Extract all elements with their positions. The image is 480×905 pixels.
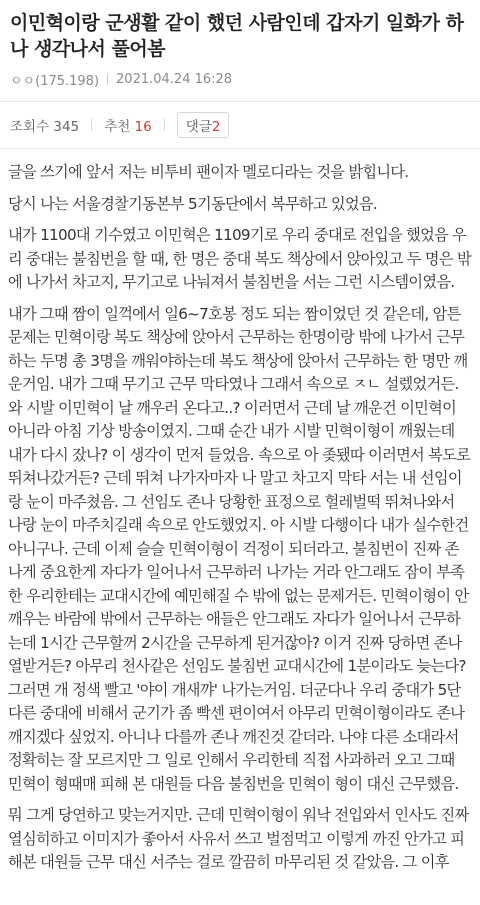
meta-divider xyxy=(107,74,108,85)
stats-divider xyxy=(164,119,165,131)
post-meta xyxy=(10,70,470,89)
post-title: 이민혁이랑 군생활 같이 했던 사람인데 갑자기 일화가 하나 생각나서 풀어봄 xyxy=(10,12,464,60)
body-paragraph: 내가 그때 짬이 일꺽에서 일6~7호봉 정도 되는 짬이었던 것 같은데, 암튼 문제는 민혁이랑 복도 책상에 앉아서 근무하는 한명이랑 밖에 나가서 근무하는 두명 총 3명을 깨워야하는데 복도 책상에 앉아서 근무하는 한 명만 깨운거임. 내가 그때 무기고 근무 막타였나 그래서 속으로 ㅈㄴ 설렜었거든. 와 시발 이민혁이 날 깨우러 온다고..? 이러면서 근데 날 깨운건 이민혁이 아니라 아침 기상 방송이였지. 그때 순간 내가 시발 민혁이형이 깨웠는데 내가 다시 잤나? 이 생각이 먼저 들었음. 속으로 아 좆됐따 이러면서 복도로 뛰쳐나갔거든? 근데 뛰쳐 나가자마자 나 말고 차고지 막타 서는 내 선임이랑 눈이 마주쳤음. 그 선임도 존나 당황한 표정으로 헐레벌떡 뛰쳐나와서 나랑 눈이 마주치길래 속으로 안도했었지. 아 시발 다행이다 내가 실수한건 아니구나. 근데 이제 슬슬 민혁이형이 걱정이 되더라고. 불침번이 진짜 존나게 중요한게 자다가 일어나서 근무하러 나가는 거라 안그래도 잠이 부족한 우리한테는 교대시간에 예민해질 수 밖에 없는 문제거든. 민혁이형이 안깨우는 바람에 밖에서 근무하는 애들은 안그래도 자다가 일어나서 근무하는데 1시간 근무할꺼 2시간을 근무하게 된거잖아? 이거 진짜 당하면 존나 열받거든? 아무리 천사같은 선임도 불침번 교대시간에 1분이라도 늦는다? 그러면 개 정색 빨고 '야이 개새꺄' 나가는거임. 더군다나 우리 중대가 5단 다른 중대에 비해서 군기가 좀 빡센 편이여서 아무리 민혁이형이라도 존나 깨지겠다 싶었지. 아니나 다를까 존나 깨진것 같더라. 나야 다른 소대라서 정확히는 잘 모르지만 그 일로 인해서 우리한테 직접 사과하러 오고 그때 민혁이 형때매 피해 본 대원들 다음 불침번을 민혁이 형이 대신 근무했음. xyxy=(8,304,471,793)
views-stat xyxy=(10,115,79,135)
post-date: 2021.04.24 16:28 xyxy=(116,72,233,87)
post-body xyxy=(0,149,480,875)
recommend-count: 16 xyxy=(134,119,152,135)
recommend-stat xyxy=(104,115,152,135)
recommend-label: 추천 xyxy=(104,119,131,135)
body-paragraph: 글을 쓰기에 앞서 저는 비투비 팬이자 멜로디라는 것을 밝힙니다. xyxy=(8,163,409,181)
views-label: 조회수 xyxy=(10,119,50,135)
post-author[interactable]: ㅇㅇ(175.198) xyxy=(10,74,100,89)
views-count: 345 xyxy=(53,119,80,135)
comment-count: 2 xyxy=(211,119,221,135)
post-header xyxy=(0,0,480,89)
comment-button[interactable] xyxy=(177,112,230,138)
body-paragraph: 당시 나는 서울경찰기동본부 5기동단에서 복무하고 있었음. xyxy=(8,194,378,213)
post-stats xyxy=(0,102,480,148)
stats-divider xyxy=(91,119,92,131)
body-paragraph: 뭐 그게 당연하고 맞는거지만. 근데 민혁이형이 워낙 전입와서 인사도 진짜 열심히하고 이미지가 좋아서 사유서 쓰고 벌점먹고 이렇게 까진 안가고 피해본 대원들 근무 대신 서주는 걸로 깔끔히 마무리된 것 같았음. 그 이후 xyxy=(8,806,469,871)
body-paragraph: 내가 1100대 기수였고 이민혁은 1109기로 우리 중대로 전입을 했었음 우리 중대는 불침번을 할 때, 한 명은 중대 복도 책상에서 앉아있고 두 명은 밖에 나가서 차고지, 무기고로 나눠져서 불침번을 서는 그런 시스템이였음. xyxy=(8,226,471,291)
comment-label: 댓글 xyxy=(185,119,212,135)
